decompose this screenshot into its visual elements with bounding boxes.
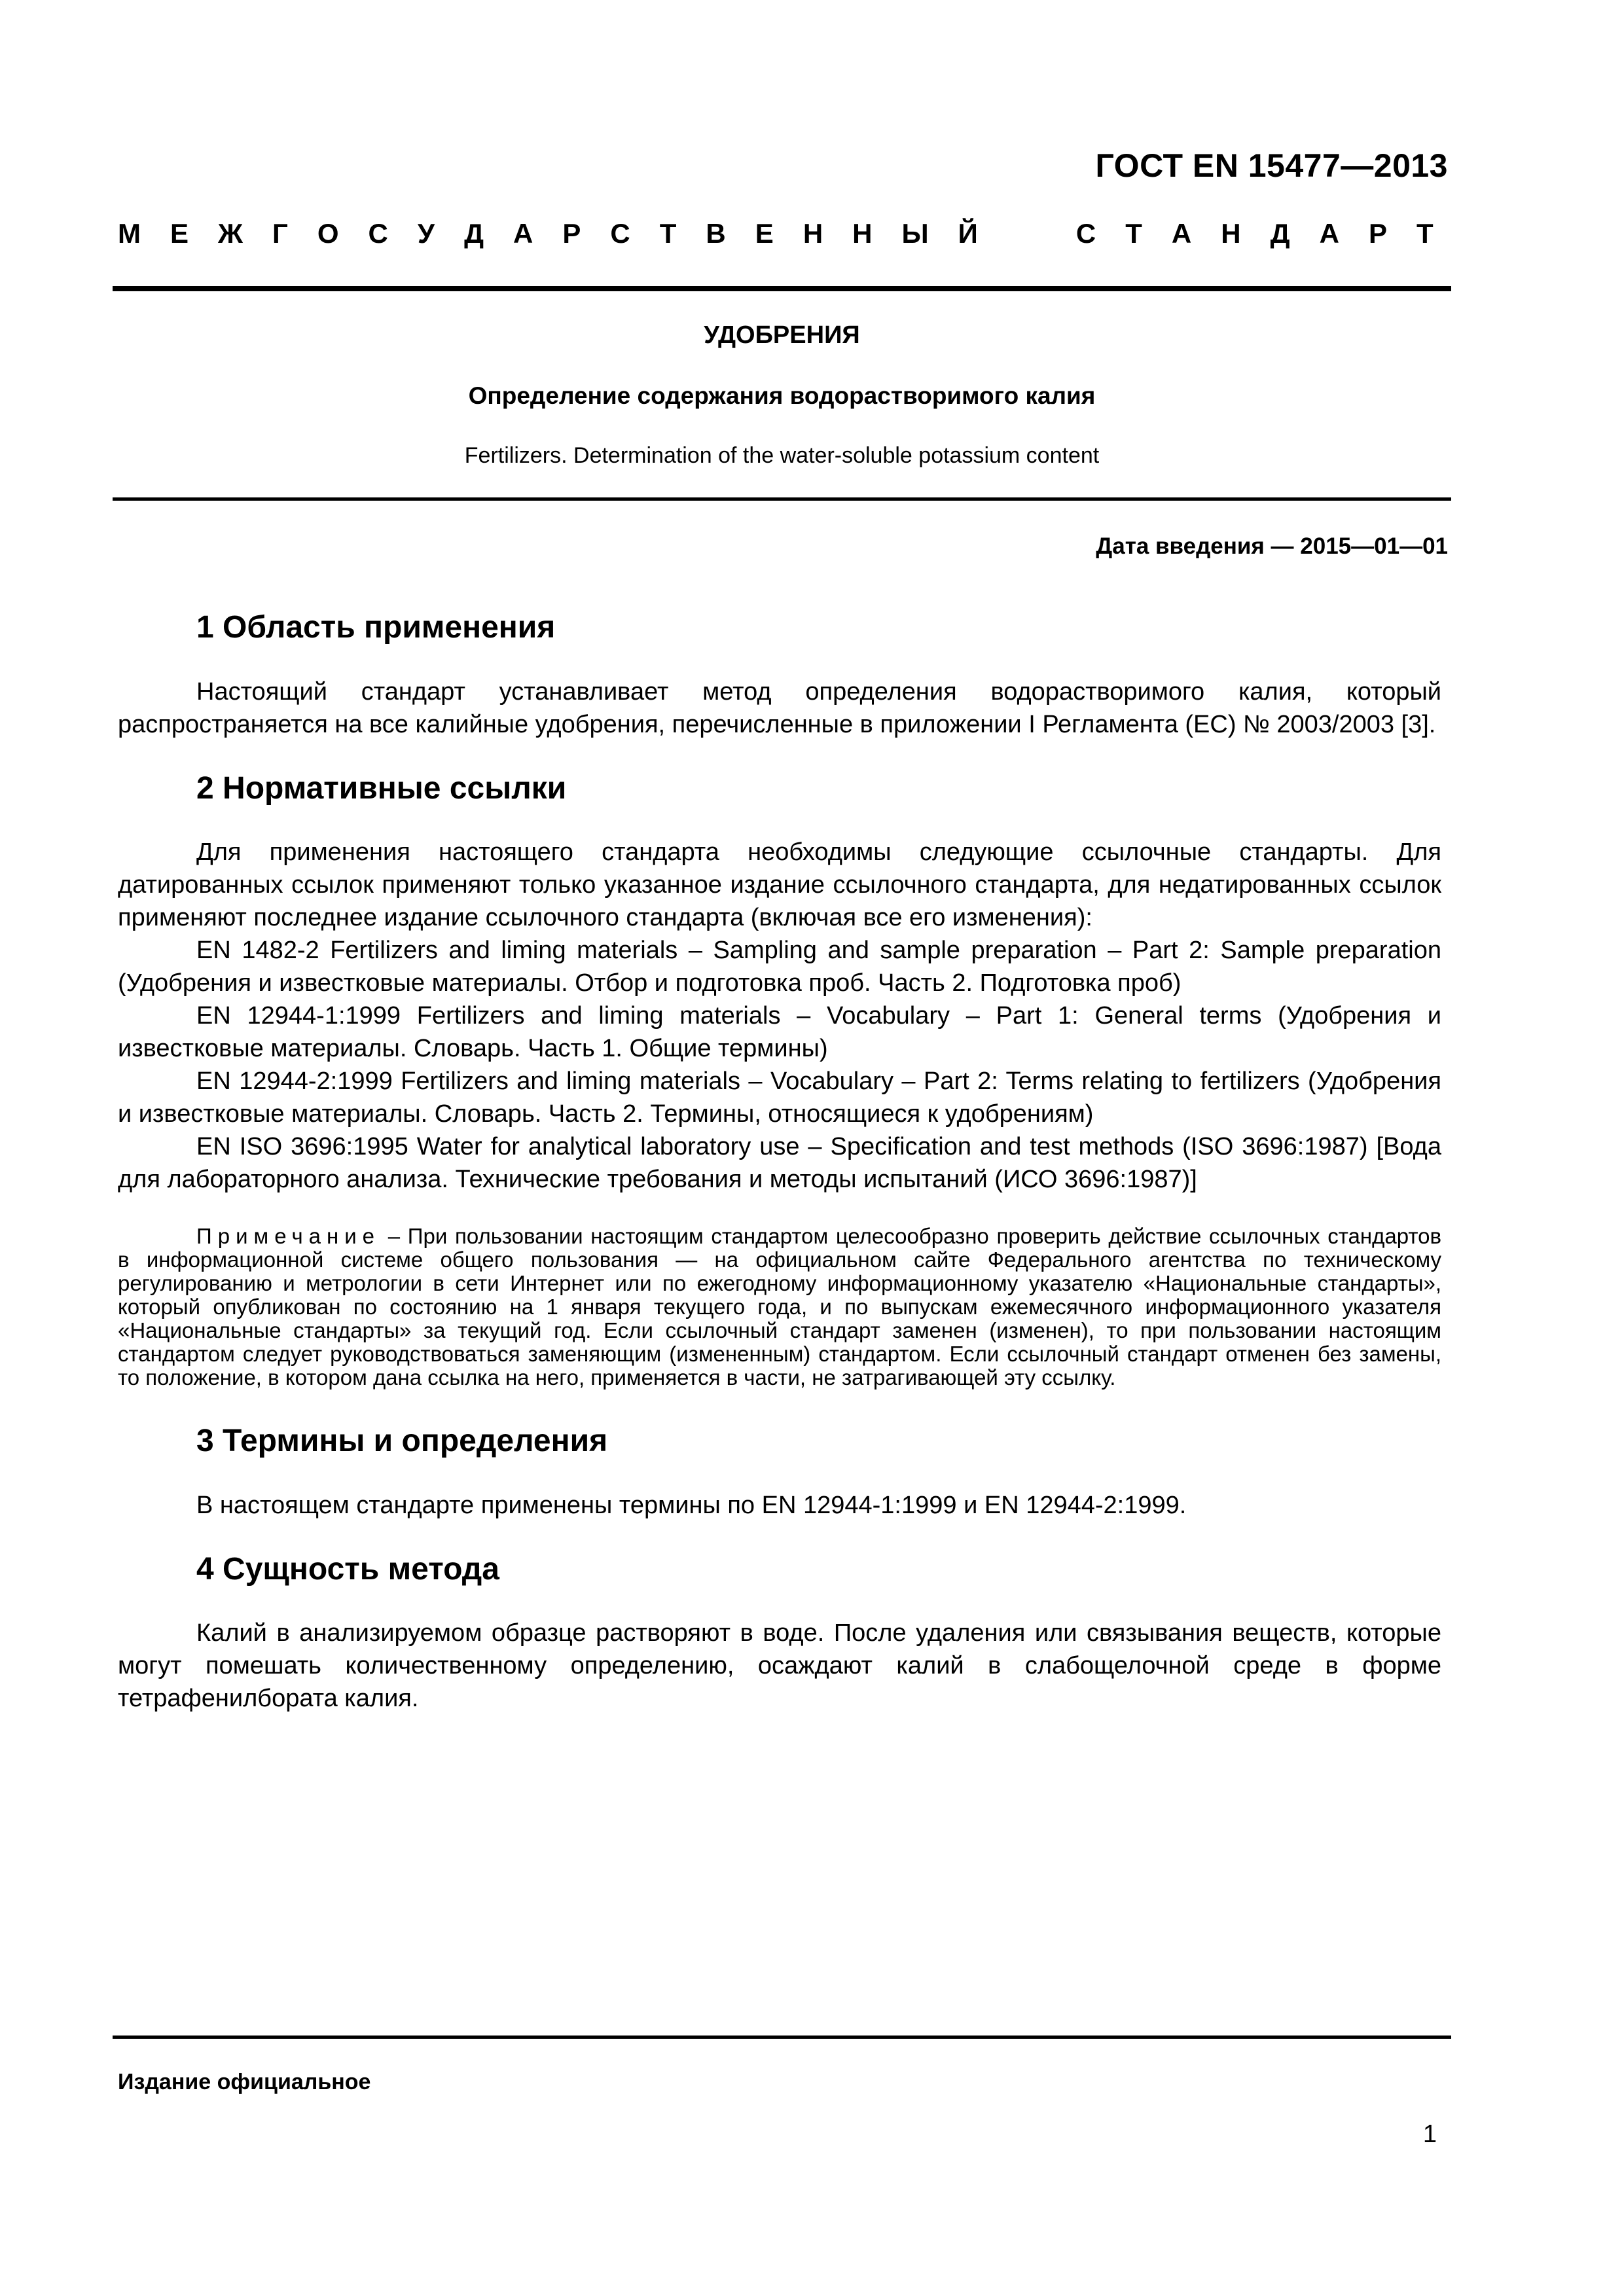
document-body (118, 609, 1441, 1715)
reference-item: EN 12944-1:1999 Fertilizers and liming materials – Vocabulary – Part 1: General terms (Удобрения и известковые материалы. Словарь. Часть 1. Общие термины) (118, 1002, 1441, 1063)
document-code: ГОСТ EN 15477—2013 (1095, 147, 1448, 184)
terms-paragraph: В настоящем стандарте применены термины по EN 12944-1:1999 и EN 12944-2:1999. (196, 1491, 1187, 1519)
section-heading-terms: 3 Термины и определения (196, 1424, 608, 1459)
section-heading-scope: 1 Область применения (196, 610, 556, 645)
banner-letter: Т (659, 218, 677, 249)
references-note (118, 1225, 1441, 1390)
banner-letter: Д (1270, 218, 1290, 249)
banner-letter: Д (464, 218, 484, 249)
banner-letter: С (368, 218, 388, 249)
section-heading-method: 4 Сущность метода (196, 1551, 499, 1587)
reference-item: EN ISO 3696:1995 Water for analytical laboratory use – Specification and test methods (ISO 3696:1987) [Вода для лабораторного анализа. Технические требования и методы испытаний (ИСО 3696:1987)] (118, 1133, 1441, 1194)
banner-letter: Н (1221, 218, 1241, 249)
banner-letter: М (118, 218, 141, 249)
section-heading-references: 2 Нормативные ссылки (196, 770, 567, 806)
banner-letter: О (317, 218, 339, 249)
introduction-date: Дата введения — 2015—01—01 (1096, 533, 1448, 559)
banner-letter: Н (852, 218, 873, 249)
banner-letter: С (610, 218, 630, 249)
banner-letter: Е (170, 218, 189, 249)
banner-letter: Н (803, 218, 823, 249)
standard-type-banner (118, 218, 1448, 249)
note-text: – При пользовании настоящим стандартом целесообразно проверить действие ссылочных стандартов в информационной системе общего пользования — на официальном сайте Федерального агентства по техническому регулированию и метрологии в сети Интернет или по ежегодному информационному указателю «Национальные стандарты», который опубликован по состоянию на 1 января текущего года, и по выпускам ежемесячного информационного указателя «Национальные стандарты» за текущий год. Если ссылочный стандарт заменен (изменен), то при пользовании настоящим стандартом следует руководствоваться заменяющим (измененным) стандартом. Если ссылочный стандарт отменен без замены, то положение, в котором дана ссылка на него, применяется в части, не затрагивающей эту ссылку. (118, 1224, 1441, 1390)
page-number: 1 (1422, 2121, 1437, 2148)
footer-divider (113, 2036, 1451, 2039)
banner-letter: А (513, 218, 533, 249)
references-intro-paragraph: Для применения настоящего стандарта необходимы следующие ссылочные стандарты. Для датированных ссылок применяют только указанное издание ссылочного стандарта, для недатированных ссылок применяют последнее издание ссылочного стандарта (включая все его изменения): (118, 838, 1441, 932)
banner-letter: С (1075, 218, 1096, 249)
banner-letter: Е (755, 218, 774, 249)
scope-paragraph: Настоящий стандарт устанавливает метод определения водорастворимого калия, который распространяется на все калийные удобрения, перечисленные в приложении I Регламента (ЕС) № 2003/2003 [3]. (118, 677, 1441, 738)
banner-letter: Ы (901, 218, 929, 249)
banner-letter: Т (1125, 218, 1142, 249)
english-title: Fertilizers. Determination of the water-soluble potassium content (464, 443, 1100, 468)
banner-letter: Р (1368, 218, 1387, 249)
banner-letter: Р (562, 218, 581, 249)
edition-label: Издание официальное (118, 2070, 371, 2094)
banner-letter: Г (272, 218, 288, 249)
method-paragraph: Калий в анализируемом образце растворяют в воде. После удаления или связывания веществ, которые могут помешать количественному определению, осаждают калий в слабощелочной среде в форме тетрафенилбората калия. (118, 1619, 1441, 1713)
header-divider (113, 286, 1451, 291)
document-subtitle: Определение содержания водорастворимого калия (468, 382, 1096, 409)
reference-item: EN 12944-2:1999 Fertilizers and liming materials – Vocabulary – Part 2: Terms relating to fertilizers (Удобрения и известковые материалы. Словарь. Часть 2. Термины, относящиеся к удобрениям) (118, 1067, 1441, 1128)
banner-letter: В (706, 218, 726, 249)
banner-letter: Ж (218, 218, 244, 249)
banner-letter: А (1171, 218, 1192, 249)
note-label: Примечание (196, 1224, 381, 1249)
banner-letter: Й (958, 218, 978, 249)
banner-letter: У (417, 218, 435, 249)
banner-word-gap (1007, 218, 1047, 249)
banner-letter: Т (1416, 218, 1434, 249)
banner-letter: А (1319, 218, 1339, 249)
title-divider (113, 497, 1451, 501)
document-title: УДОБРЕНИЯ (704, 321, 860, 349)
reference-item: EN 1482-2 Fertilizers and liming materials – Sampling and sample preparation – Part 2: Sample preparation (Удобрения и известковые материалы. Отбор и подготовка проб. Часть 2. Подготовка проб) (118, 937, 1441, 997)
